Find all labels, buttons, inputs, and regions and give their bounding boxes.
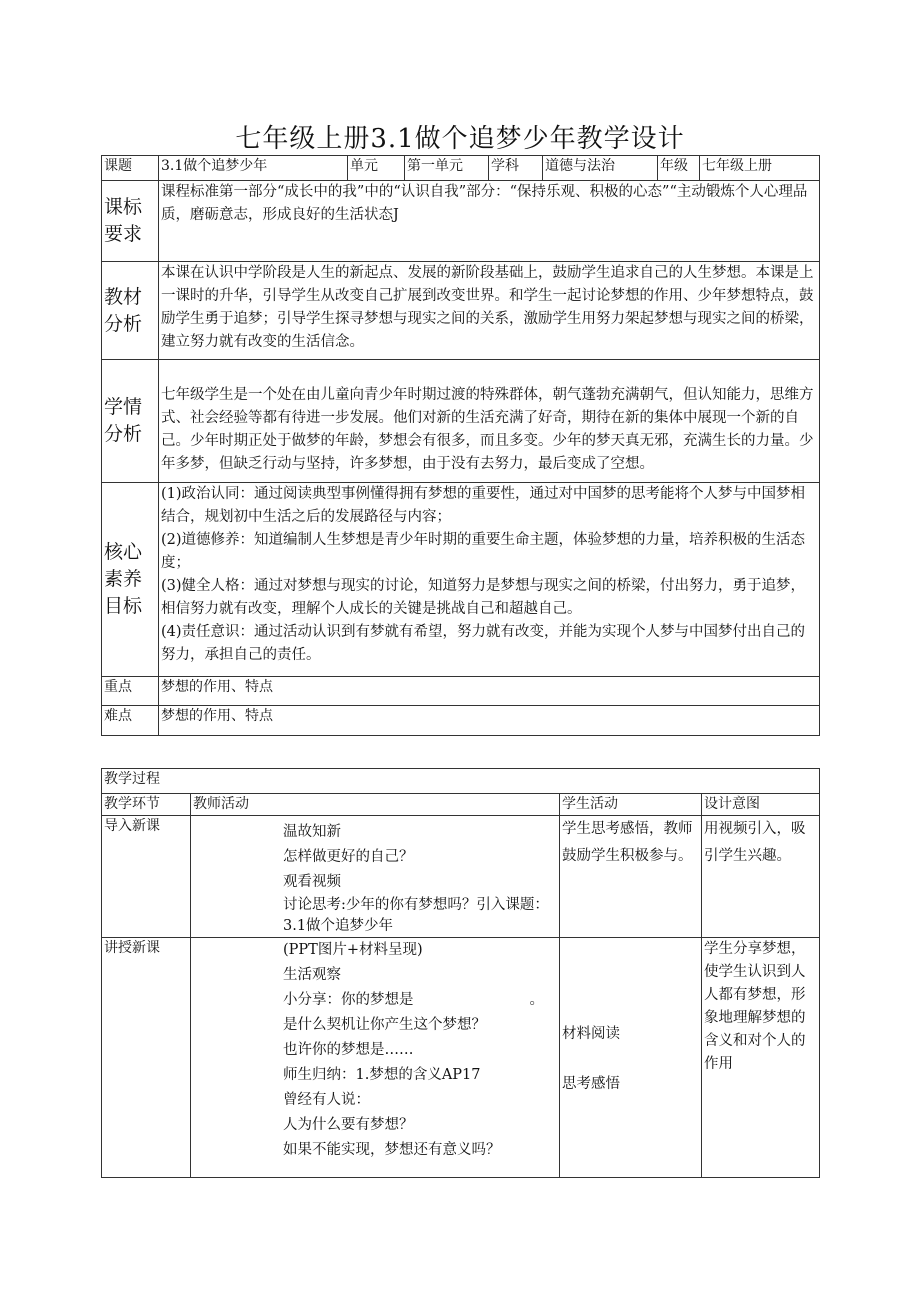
- difficulty-text: 梦想的作用、特点: [159, 706, 820, 736]
- teacher-line: 讨论思考:少年的你有梦想吗？引入课题：3.1做个追梦少年: [283, 897, 549, 934]
- core-label: 核心素养目标: [102, 483, 159, 677]
- teacher-line: (PPT图片+材料呈现): [283, 942, 423, 958]
- teacher-line: 是什么契机让你产生这个梦想？: [283, 1017, 486, 1033]
- core-goal-2: (2)道德修养：知道编制人生梦想是青少年时期的重要生命主题，体验梦想的力量，培养积极的生活态度；: [161, 532, 806, 571]
- topic-label: 课题: [102, 156, 159, 181]
- teacher-activity-cell: [191, 816, 560, 938]
- teacher-line: 生活观察: [283, 967, 341, 983]
- subject-value: 道德与法治: [543, 156, 658, 181]
- student-activity-cell: [560, 938, 702, 1178]
- teacher-activity-cell: [191, 938, 560, 1178]
- document-title: 七年级上册3.1做个追梦少年教学设计: [235, 124, 685, 154]
- column-header-stage: 教学环节: [102, 794, 191, 816]
- key-point-label: 重点: [102, 677, 159, 706]
- core-goal-4: (4)责任意识：通过活动认识到有梦就有希望，努力就有改变，并能为实现个人梦与中国梦付出自己的努力，承担自己的责任。: [161, 624, 806, 663]
- core-goal-3: (3)健全人格：通过对梦想与现实的讨论，知道努力是梦想与现实之间的桥梁，付出努力，勇于追梦，相信努力就有改变，理解个人成长的关键是挑战自己和超越自己。: [161, 578, 806, 617]
- teacher-line: 如果不能实现，梦想还有意义吗？: [283, 1142, 501, 1158]
- teacher-line: 人为什么要有梦想？: [283, 1117, 414, 1133]
- lesson-info-table: [101, 155, 820, 736]
- grade-label: 年级: [658, 156, 700, 181]
- material-text: 本课在认识中学阶段是人生的新起点、发展的新阶段基础上，鼓励学生追求自己的人生梦想。本课是上一课时的升华，引导学生从改变自己扩展到改变世界。和学生一起讨论梦想的作用、少年梦想特点，鼓励学生勇于追梦；引导学生探寻梦想与现实之间的关系，激励学生用努力架起梦想与现实之间的桥梁，建立努力就有改变的生活信念。: [159, 262, 820, 360]
- teacher-line: 曾经有人说：: [283, 1092, 370, 1108]
- process-heading: 教学过程: [102, 769, 820, 794]
- design-intent-cell: 用视频引入，吸引学生兴趣。: [702, 816, 820, 938]
- teacher-line: 怎样做更好的自己？: [283, 849, 414, 865]
- students-label: 学情分析: [102, 360, 159, 483]
- column-header-teacher: 教师活动: [191, 794, 560, 816]
- topic-value: 3.1做个追梦少年: [159, 156, 348, 181]
- key-point-text: 梦想的作用、特点: [159, 677, 820, 706]
- grade-value: 七年级上册: [700, 156, 820, 181]
- students-text: 七年级学生是一个处在由儿童向青少年时期过渡的特殊群体，朝气蓬勃充满朝气，但认知能力，思维方式、社会经验等都有待进一步发展。他们对新的生活充满了好奇，期待在新的集体中展现一个新的自己。少年时期正处于做梦的年龄，梦想会有很多，而且多变。少年的梦天真无邪，充满生长的力量。少年多梦，但缺乏行动与坚持，许多梦想，由于没有去努力，最后变成了空想。: [159, 360, 820, 483]
- core-goals: [159, 483, 820, 677]
- teacher-line: 师生归纳：1.梦想的含义AP17: [283, 1067, 481, 1083]
- teacher-line: 也许你的梦想是……: [283, 1042, 414, 1058]
- teacher-line: 温故知新: [283, 824, 341, 840]
- teacher-line: 小分享：你的梦想是 。: [283, 992, 544, 1008]
- subject-label: 学科: [489, 156, 543, 181]
- column-header-intent: 设计意图: [702, 794, 820, 816]
- standards-label: 课标要求: [102, 181, 159, 262]
- difficulty-label: 难点: [102, 706, 159, 736]
- table-row: [102, 816, 820, 938]
- column-header-student: 学生活动: [560, 794, 702, 816]
- unit-label: 单元: [348, 156, 405, 181]
- stage-cell: 导入新课: [102, 816, 191, 938]
- student-line: 材料阅读: [562, 1026, 620, 1042]
- core-goal-1: (1)政治认同：通过阅读典型事例懂得拥有梦想的重要性，通过对中国梦的思考能将个人梦与中国梦相结合，规划初中生活之后的发展路径与内容；: [161, 486, 806, 525]
- student-line: 思考感悟: [562, 1076, 620, 1092]
- student-activity-cell: 学生思考感悟，教师鼓励学生积极参与。: [560, 816, 702, 938]
- teacher-line: 观看视频: [283, 874, 341, 890]
- table-row: [102, 938, 820, 1178]
- stage-cell: 讲授新课: [102, 938, 191, 1178]
- material-label: 教材分析: [102, 262, 159, 360]
- design-intent-cell: 学生分享梦想，使学生认识到人人都有梦想，形象地理解梦想的含义和对个人的作用: [702, 938, 820, 1178]
- standards-text: 课程标准第一部分“成长中的我”中的“认识自我”部分：“保持乐观、积极的心态”“主动锻炼个人心理品质，磨砺意志，形成良好的生活状态J: [159, 181, 820, 262]
- unit-value: 第一单元: [405, 156, 489, 181]
- teaching-process-table: [101, 768, 820, 1178]
